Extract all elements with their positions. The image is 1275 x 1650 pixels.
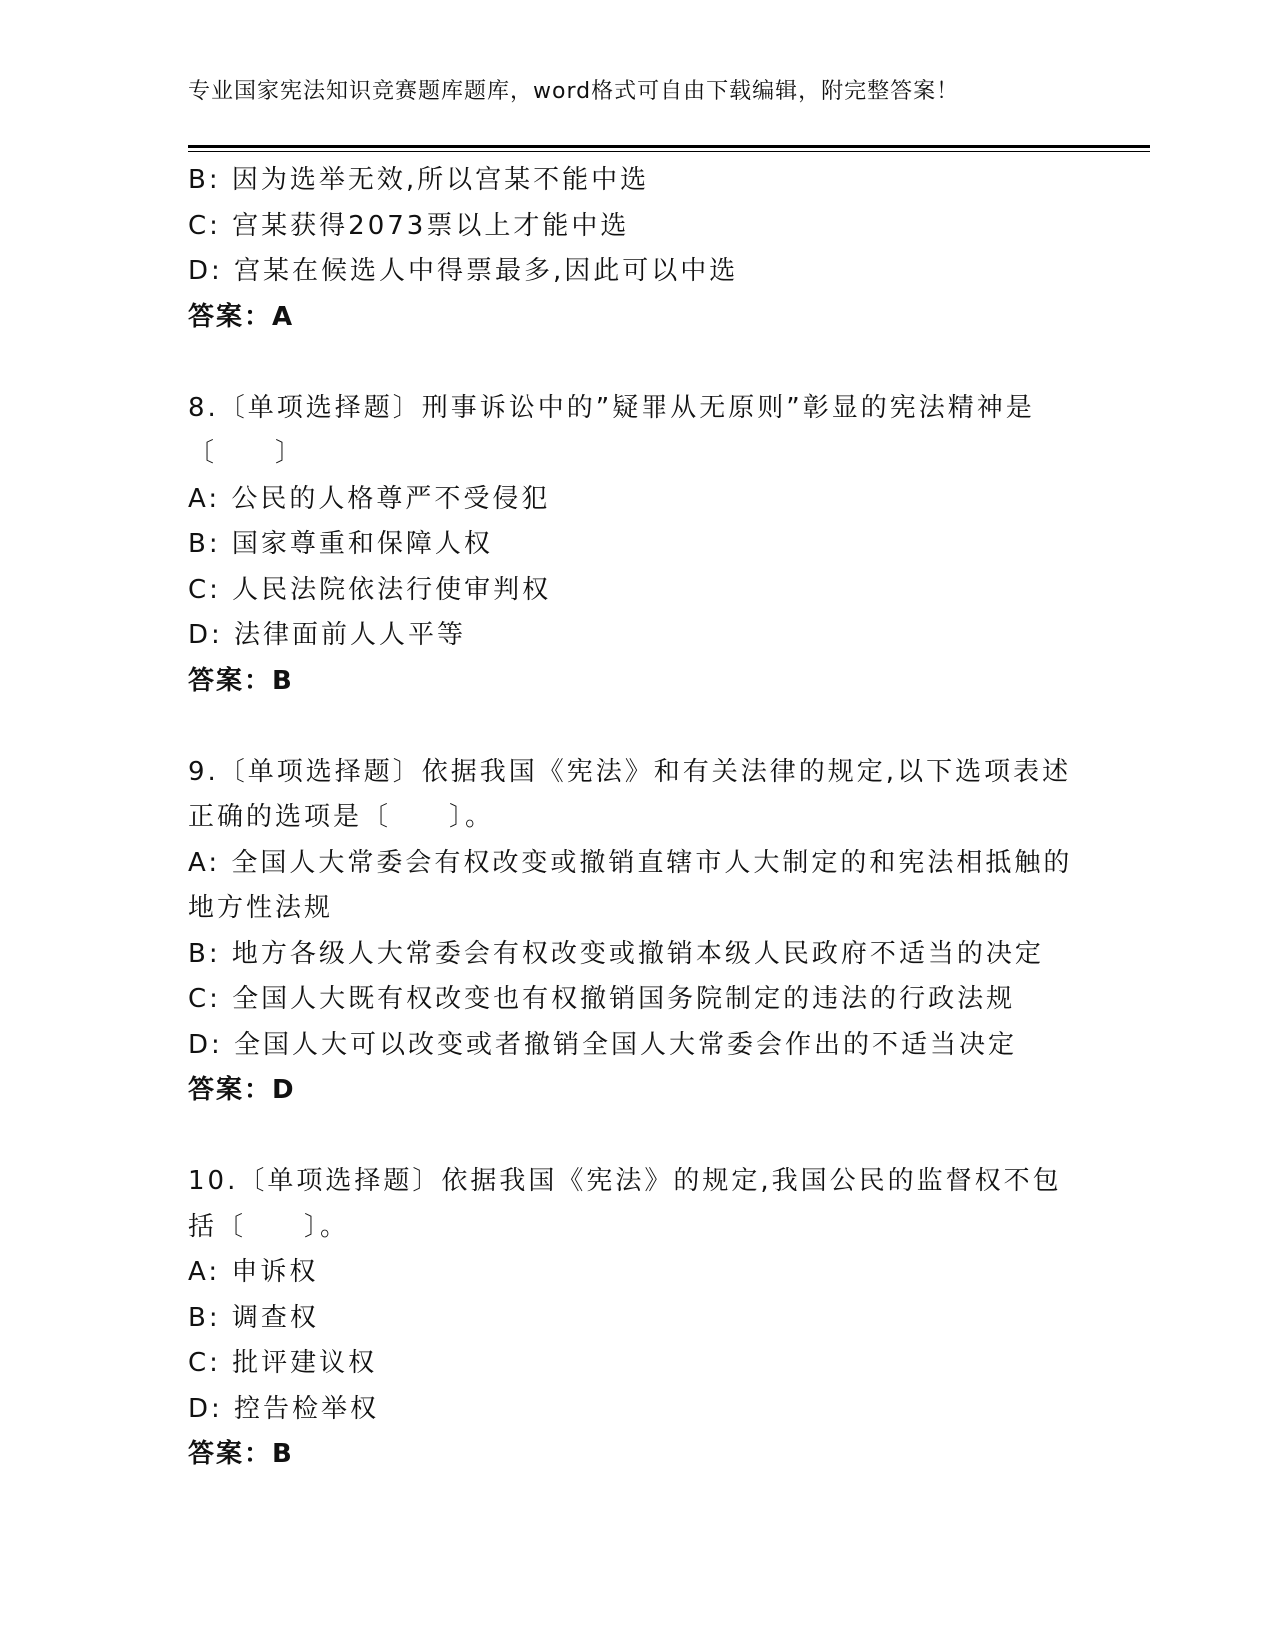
option-c: C: 批评建议权: [188, 1348, 378, 1378]
question-9: [188, 750, 1078, 1114]
question-stem-continued: 〔 〕: [188, 438, 305, 468]
answer-line: 答案：A: [188, 301, 295, 332]
option-d: D: 法律面前人人平等: [188, 620, 467, 650]
document-body: [188, 158, 1078, 1478]
option-d: D: 全国人大可以改变或者撤销全国人大常委会作出的不适当决定: [188, 1029, 1018, 1060]
question-10: [188, 1159, 1078, 1478]
question-stem: 10.〔单项选择题〕依据我国《宪法》的规定,我国公民的监督权不包: [188, 1166, 1062, 1196]
header-divider-thick: [188, 145, 1150, 148]
option-c: C: 宫某获得2073票以上才能中选: [188, 210, 630, 241]
answer-line: 答案：D: [188, 1075, 296, 1105]
question-stem: 9.〔单项选择题〕依据我国《宪法》和有关法律的规定,以下选项表述: [188, 756, 1072, 787]
option-a: A: 全国人大常委会有权改变或撤销直辖市人大制定的和宪法相抵触的: [188, 847, 1073, 878]
option-b: B: 调查权: [188, 1302, 319, 1333]
option-c: C: 全国人大既有权改变也有权撤销国务院制定的违法的行政法规: [188, 984, 1016, 1014]
page-header: 专业国家宪法知识竞赛题库题库，word格式可自由下载编辑，附完整答案！: [188, 79, 960, 104]
question-stem: 8.〔单项选择题〕刑事诉讼中的”疑罪从无原则”彰显的宪法精神是: [188, 392, 1035, 423]
answer-line: 答案：B: [188, 665, 294, 696]
question-stem-continued: 括〔 〕。: [188, 1211, 350, 1242]
spacer: [188, 704, 1078, 750]
option-b: B: 国家尊重和保障人权: [188, 529, 493, 559]
option-d: D: 宫某在候选人中得票最多,因此可以中选: [188, 256, 739, 286]
answer-line: 答案：B: [188, 1439, 294, 1469]
option-c: C: 人民法院依法行使审判权: [188, 574, 552, 605]
option-a: A: 公民的人格尊严不受侵犯: [188, 483, 551, 514]
option-b: B: 地方各级人大常委会有权改变或撤销本级人民政府不适当的决定: [188, 938, 1044, 969]
header-divider-thin: [188, 151, 1150, 152]
spacer: [188, 340, 1078, 386]
option-a-continued: 地方性法规: [188, 893, 334, 923]
question-8: [188, 386, 1078, 705]
option-b: B: 因为选举无效,所以宫某不能中选: [188, 165, 650, 195]
spacer: [188, 1114, 1078, 1160]
option-a: A: 申诉权: [188, 1257, 319, 1287]
question-7-options: [188, 158, 1078, 340]
question-stem-continued: 正确的选项是〔 〕。: [188, 802, 495, 832]
option-d: D: 控告检举权: [188, 1393, 380, 1424]
